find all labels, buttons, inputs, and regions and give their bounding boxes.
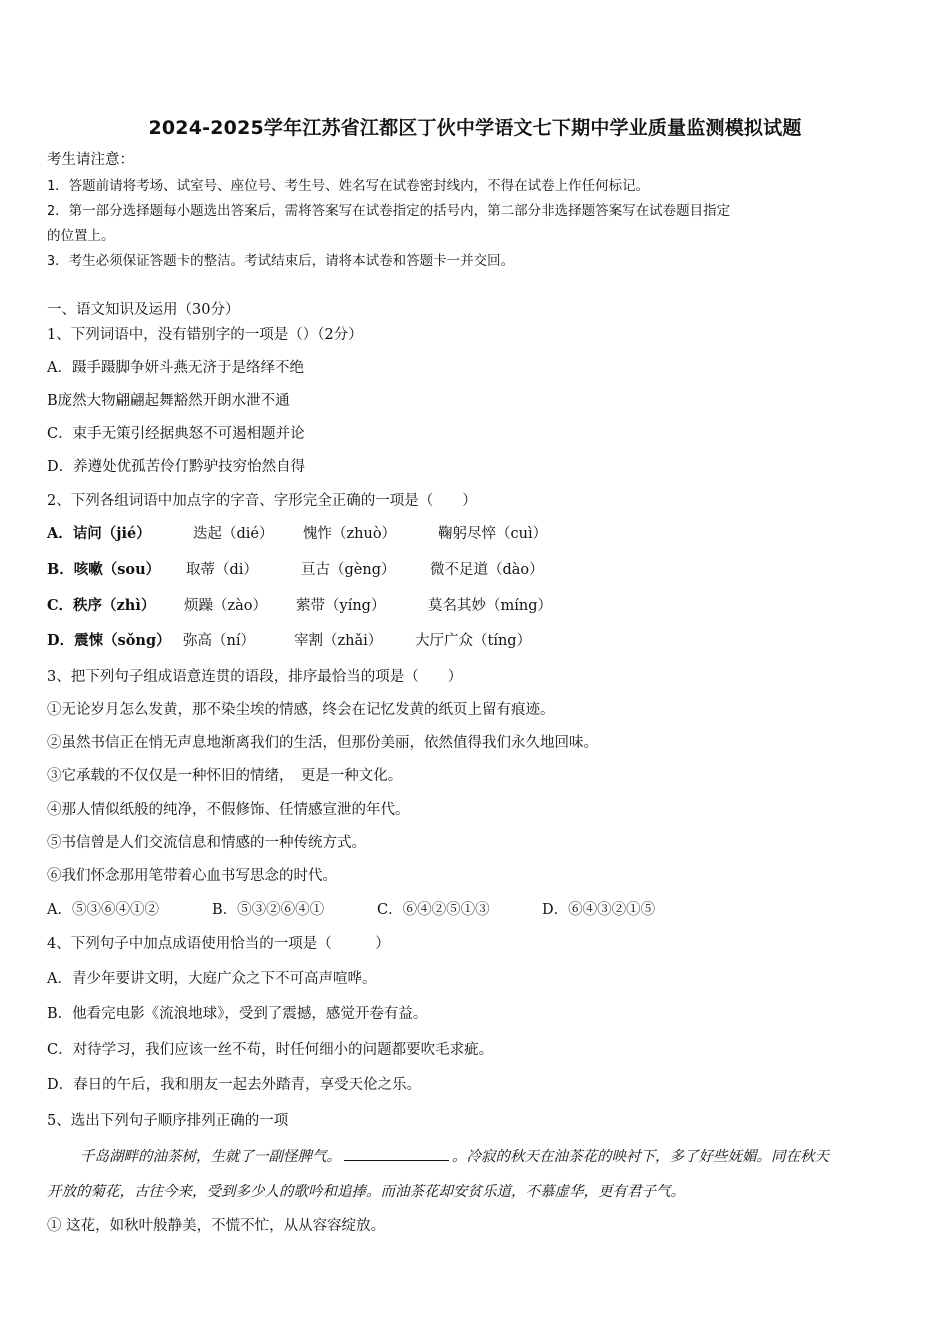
q2-word: A．诘问（jié） [47,525,151,542]
q4-option-c: C．对待学习，我们应该一丝不苟，时任何细小的问题都要吹毛求疵。 [47,1042,494,1058]
q3-sentence: ②虽然书信正在悄无声息地渐离我们的生活，但那份美丽，依然值得我们永久地回味。 [47,735,598,751]
q2-word: 鞠躬尽悴（cuì） [438,526,548,542]
q2-word: D．震悚（sǒng） [47,632,171,649]
notice-item: 2．第一部分选择题每小题选出答案后，需将答案写在试卷指定的括号内，第二部分非选择题答案写在试卷题目指定 [47,203,731,219]
q5-passage-part: 千岛湖畔的油茶树，生就了一副怪脾气。 [80,1149,341,1165]
q2-option-b [47,560,544,580]
q1-option-d: D．养遵处优孤苦伶仃黔驴技穷怡然自得 [47,459,306,475]
q2-word: 大厅广众（tíng） [415,633,532,649]
section-heading: 一、语文知识及运用（30分） [47,302,240,318]
notice-item: 的位置上。 [47,228,115,244]
q1-option-c: C．束手无策引经据典怒不可遏相题并论 [47,426,305,442]
q5-item: ① 这花，如秋叶般静美，不慌不忙，从从容容绽放。 [47,1218,386,1234]
q2-word: 弥高（ní） [183,633,255,649]
question-5-stem: 5、选出下列句子顺序排列正确的一项 [47,1113,289,1129]
notice-item: 3．考生必须保证答题卡的整洁。考试结束后，请将本试卷和答题卡一并交回。 [47,253,515,269]
q2-option-a [47,524,547,544]
page-title: 2024-2025学年江苏省江都区丁伙中学语文七下期中学业质量监测模拟试题 [148,117,802,139]
q3-option-d: D．⑥④③②①⑤ [542,902,656,918]
q3-option-c: C．⑥④②⑤①③ [377,902,490,918]
q2-word: C．秩序（zhì） [47,597,156,614]
q2-word: 微不足道（dào） [430,562,544,578]
q2-option-c [47,596,552,616]
q3-sentence: ③它承载的不仅仅是一种怀旧的情绪， 更是一种文化。 [47,768,403,784]
q2-option-d [47,631,531,651]
q1-option-a: A．蹑手蹑脚争妍斗燕无济于是络绎不绝 [47,360,304,376]
q2-word: 宰割（zhǎi） [294,633,383,649]
q2-word: 愧怍（zhuò） [303,526,397,542]
q5-passage-line: 开放的菊花，古往今来，受到多少人的歌吟和追捧。而油茶花却安贫乐道，不慕虚华，更有君子气。 [47,1184,685,1200]
notice-heading: 考生请注意： [47,152,134,168]
q3-sentence: ⑤书信曾是人们交流信息和情感的一种传统方式。 [47,835,366,851]
q4-option-d: D．春日的午后，我和朋友一起去外踏青，享受天伦之乐。 [47,1077,422,1093]
q2-word: B．咳嗽（sou） [47,561,161,578]
q2-word: 迭起（dié） [193,526,274,542]
question-2-stem: 2、下列各组词语中加点字的字音、字形完全正确的一项是（ ） [47,493,477,509]
q3-option-a: A．⑤③⑥④①② [47,902,159,918]
q3-options [47,900,655,920]
q3-sentence: ①无论岁月怎么发黄，那不染尘埃的情感，终会在记忆发黄的纸页上留有痕迹。 [47,702,555,718]
q2-word: 亘古（gèng） [301,562,396,578]
q2-word: 取蒂（di） [186,562,258,578]
q2-word: 萦带（yíng） [296,598,386,614]
q1-option-b: B庞然大物翩翩起舞豁然开朗水泄不通 [47,393,290,409]
fill-in-blank [344,1146,449,1161]
notice-item: 1．答题前请将考场、试室号、座位号、考生号、姓名写在试卷密封线内，不得在试卷上作任何标记。 [47,178,650,194]
q2-word: 莫名其妙（míng） [428,598,553,614]
q5-passage-part: 。冷寂的秋天在油茶花的映衬下，多了好些妩媚。同在秋天 [452,1149,829,1165]
question-4-stem: 4、下列句子中加点成语使用恰当的一项是（ ） [47,936,390,952]
q2-word: 烦躁（zào） [184,598,268,614]
q5-passage-line [80,1146,829,1167]
q3-sentence: ⑥我们怀念那用笔带着心血书写思念的时代。 [47,868,337,884]
question-3-stem: 3、把下列句子组成语意连贯的语段，排序最恰当的项是（ ） [47,669,463,685]
question-1-stem: 1、下列词语中，没有错别字的一项是（）（2分） [47,327,363,343]
q3-sentence: ④那人情似纸般的纯净，不假修饰、任情感宣泄的年代。 [47,802,410,818]
q4-option-a: A．青少年要讲文明，大庭广众之下不可高声喧哗。 [47,971,377,987]
q4-option-b: B．他看完电影《流浪地球》，受到了震撼，感觉开卷有益。 [47,1006,428,1022]
q3-option-b: B．⑤③②⑥④① [212,902,325,918]
